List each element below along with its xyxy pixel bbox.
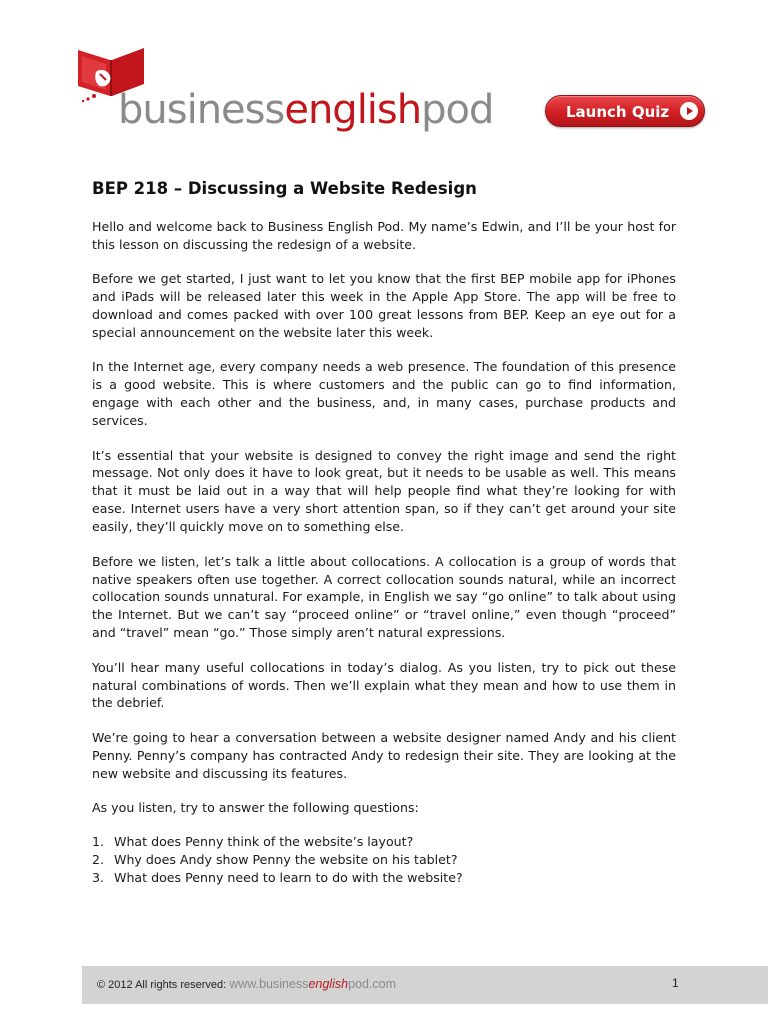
copyright-notice <box>97 977 396 992</box>
document-title: BEP 218 – Discussing a Website Redesign <box>92 179 477 198</box>
question-number: 3. <box>92 870 105 886</box>
question-text: Why does Andy show Penny the website on his tablet? <box>114 852 458 868</box>
paragraph-web-presence: In the Internet age, every company needs a web presence. The foundation of this presence is a good website. This is where customers and the public can go to find information, engage with each other and the business, and, in many cases, purchase products and services. <box>92 359 676 429</box>
page-number: 1 <box>672 976 679 990</box>
paragraph-dialog: You’ll hear many useful collocations in today’s dialog. As you listen, try to pick out these natural combinations of words. Then we’ll explain what they mean and how to use them in the debrief. <box>92 659 676 711</box>
launch-quiz-button[interactable] <box>545 95 705 127</box>
paragraph-collocations: Before we listen, let’s talk a little about collocations. A collocation is a group of words that native speakers often use together. A correct collocation sounds natural, while an incorrect collocation sounds unnatural. For example, in English we say “go online” to talk about using the Internet. But we can’t say “proceed online” or “travel online,” even though “proceed” and “travel” mean “go.” Those simply aren’t natural expressions. <box>92 553 676 641</box>
paragraph-app-announcement: Before we get started, I just want to let you know that the first BEP mobile app for iPhones and iPads will be released later this week in the Apple App Store. The app will be free to download and comes packed with over 100 great lessons from BEP. Keep an eye out for a special announcement on the website later this week. <box>92 271 676 341</box>
page-header <box>0 0 768 150</box>
document-body <box>92 176 676 887</box>
paragraph-questions-intro: As you listen, try to answer the following questions: <box>92 800 419 816</box>
site-suffix: pod.com <box>348 977 397 991</box>
copyright-text: © 2012 All rights reserved: <box>97 979 227 991</box>
launch-quiz-label: Launch Quiz <box>566 103 670 121</box>
wordmark-business: business <box>118 87 285 133</box>
site-prefix: www.business <box>229 977 309 991</box>
list-item <box>92 869 676 887</box>
page-footer <box>82 966 768 1004</box>
questions-list <box>92 833 676 887</box>
question-text: What does Penny think of the website’s layout? <box>114 834 414 850</box>
paragraph-intro: Hello and welcome back to Business English Pod. My name’s Edwin, and I’ll be your host for this lesson on discussing the redesign of a website. <box>92 219 676 252</box>
brand-wordmark <box>118 86 493 134</box>
question-text: What does Penny need to learn to do with the website? <box>114 870 463 886</box>
question-number: 1. <box>92 834 105 850</box>
list-item <box>92 851 676 869</box>
paragraph-website-design: It’s essential that your website is designed to convey the right image and send the right message. Not only does it have to look great, but it needs to be usable as well. This means that it must be laid out in a way that will help people find what they’re looking for with ease. Internet users have a very short attention span, so if they can’t get around your site easily, they’ll quickly move on to something else. <box>92 447 676 535</box>
wordmark-english: english <box>284 87 422 133</box>
question-number: 2. <box>92 852 105 868</box>
website-link[interactable] <box>229 977 396 991</box>
paragraph-conversation: We’re going to hear a conversation between a website designer named Andy and his client Penny. Penny’s company has contracted Andy to redesign their site. They are looking at the new website and discussing its features. <box>92 729 676 781</box>
list-item <box>92 833 676 851</box>
play-icon <box>680 102 698 120</box>
wordmark-pod: pod <box>421 87 494 133</box>
site-english: english <box>308 977 349 991</box>
